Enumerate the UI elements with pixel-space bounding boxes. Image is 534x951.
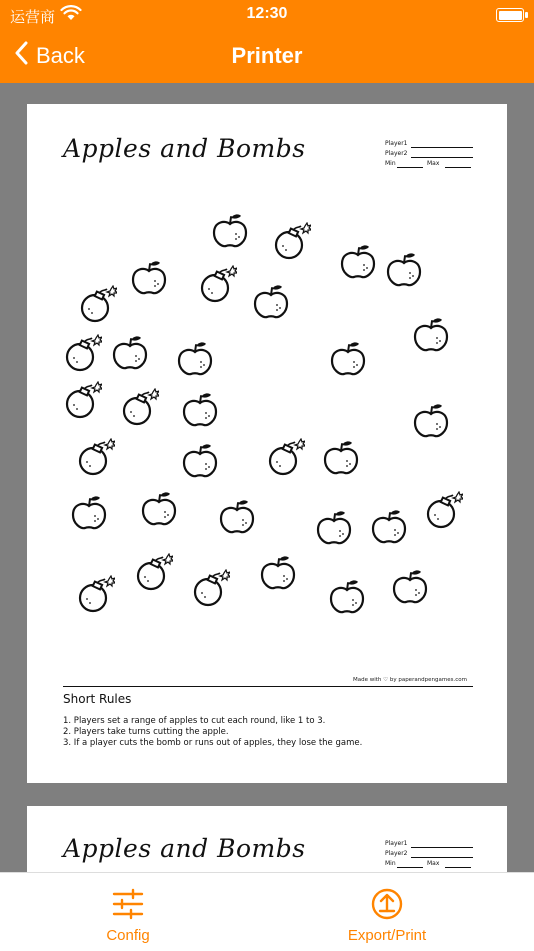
export-print-label: Export/Print [347, 927, 427, 944]
bomb-icon [67, 382, 103, 417]
credit-text: Made with ♡ by paperandpengames.com [353, 677, 467, 683]
apple-icon [133, 261, 165, 293]
apple-icon [415, 404, 447, 436]
bomb-icon [80, 439, 116, 474]
bomb-icon [82, 286, 118, 321]
max-label: Max [427, 860, 440, 867]
apple-icon [221, 500, 253, 532]
max-label: Max [427, 160, 440, 167]
apple-icon [318, 511, 350, 543]
apple-icon [388, 253, 420, 285]
bomb-icon [202, 266, 238, 301]
bomb-icon [124, 389, 160, 424]
player1-label: Player1 [385, 140, 408, 147]
apple-icon [332, 342, 364, 374]
player2-label: Player2 [385, 850, 408, 857]
carrier-label: 运营商 [10, 9, 56, 26]
sheet-title: Apples and Bombs [63, 134, 306, 163]
share-icon [370, 887, 404, 921]
divider [63, 686, 473, 687]
bottom-toolbar [0, 872, 534, 951]
apple-icon [143, 492, 175, 524]
player2-label: Player2 [385, 150, 408, 157]
bomb-icon [67, 335, 103, 370]
rule-item: 3. If a player cuts the bomb or runs out of apples, they lose the game. [63, 738, 363, 748]
sheet-title: Apples and Bombs [63, 834, 306, 863]
apple-icon [415, 318, 447, 350]
print-preview-page[interactable] [27, 104, 507, 783]
config-label: Config [106, 927, 150, 944]
rule-item: 2. Players take turns cutting the apple. [63, 727, 229, 737]
apple-icon [184, 444, 216, 476]
config-tab[interactable] [68, 873, 188, 951]
rules-list [63, 716, 362, 749]
apple-icon [342, 245, 374, 277]
bomb-icon [138, 554, 174, 589]
bomb-icon [195, 570, 231, 605]
apple-icon [325, 441, 357, 473]
back-label: Back [36, 43, 85, 68]
apple-icon [114, 336, 146, 368]
clock: 12:30 [246, 5, 288, 22]
bomb-icon [80, 576, 116, 611]
apple-icon [394, 570, 426, 602]
status-bar [0, 0, 534, 30]
bomb-icon [428, 492, 464, 527]
apple-icon [373, 510, 405, 542]
player1-label: Player1 [385, 840, 408, 847]
sliders-icon [111, 887, 145, 921]
bomb-icon [276, 223, 312, 258]
print-preview-page-2[interactable] [27, 806, 507, 876]
apple-icon [255, 285, 287, 317]
rule-item: 1. Players set a range of apples to cut each round, like 1 to 3. [63, 716, 326, 726]
apple-icon [262, 556, 294, 588]
bomb-icon [270, 439, 306, 474]
rules-title: Short Rules [63, 692, 132, 706]
apple-icon [331, 580, 363, 612]
battery-icon [496, 8, 524, 22]
apple-icon [179, 342, 211, 374]
min-label: Min [385, 860, 396, 867]
export-print-tab[interactable] [317, 873, 457, 951]
min-label: Min [385, 160, 396, 167]
page-title: Printer [231, 43, 303, 68]
player-fields [385, 840, 473, 870]
navigation-bar [0, 30, 534, 83]
apple-icon [73, 496, 105, 528]
apple-icon [184, 393, 216, 425]
apple-icon [214, 214, 246, 246]
